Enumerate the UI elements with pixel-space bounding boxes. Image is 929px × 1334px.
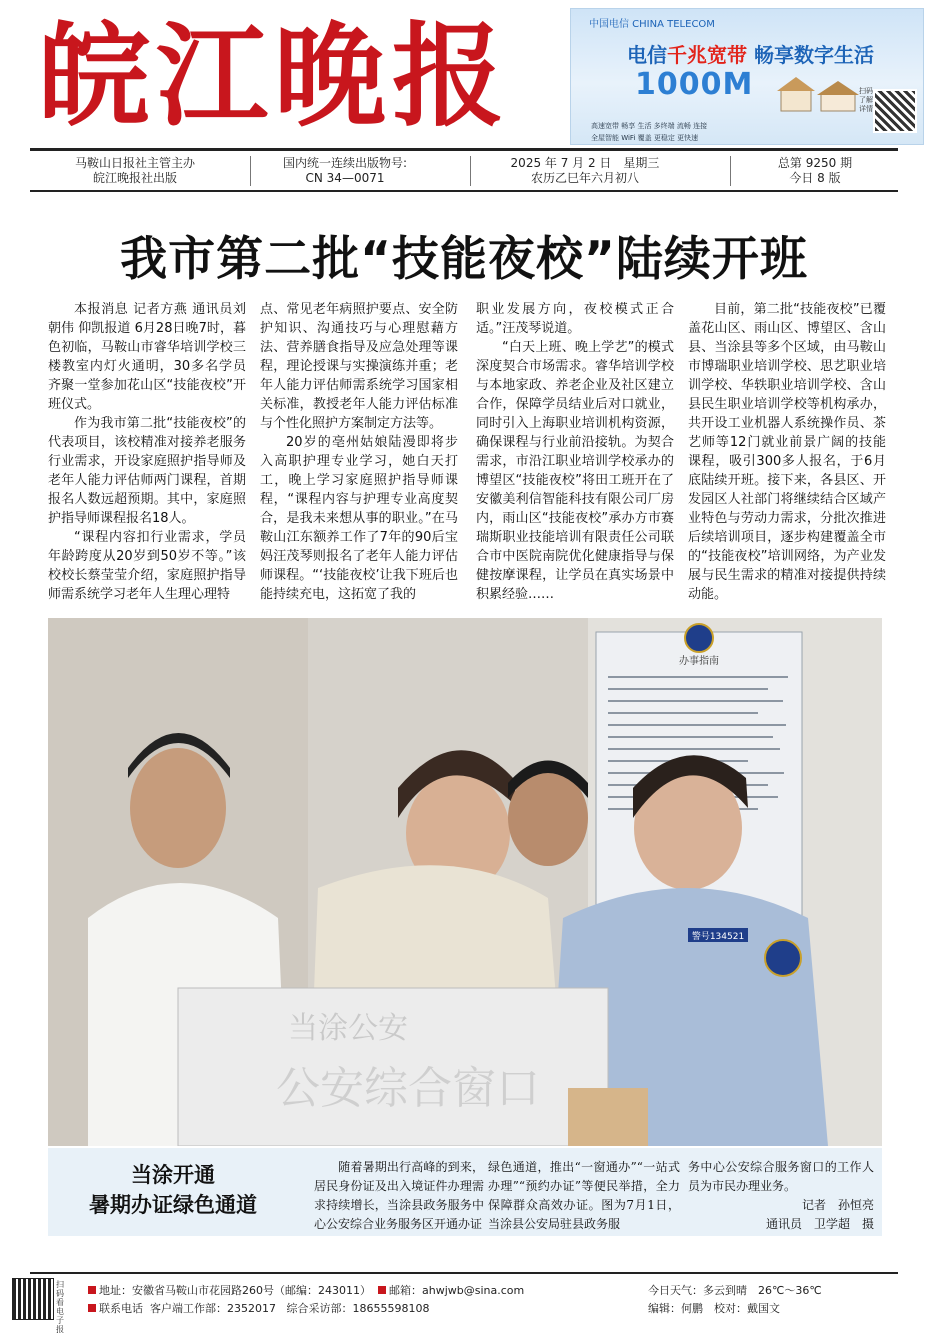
- paragraph: 目前，第二批“技能夜校”已覆盖花山区、雨山区、博望区、含山县、当涂县等多个区域，由马鞍山市博瑞职业培训学校、思艺职业培训学校、华轶职业培训学校、含山县民生职业培训学校等机构承办，共开设工业机器人系统操作员、茶艺师等12门就业前景广阔的技能课程，吸引300多人报名，于6月底陆续开班。接下来，各县区、开发园区人社部门将继续结合区域产业特色与劳动力需求，分批次推进后续培训项目，逐步构建覆盖全市的“技能夜校”培训网络，为产业发展与民生需求的精准对接提供持续动能。: [688, 302, 886, 602]
- wall-notice-title: 办事指南: [679, 656, 719, 667]
- masthead-title: 皖江晚报: [38, 11, 510, 142]
- paragraph: “课程内容扣行业需求，学员年龄跨度从20岁到50岁不等。”该校校长蔡莹莹介绍，家庭照护指导师需系统学习老年人生理心理特: [48, 530, 246, 602]
- info-divider: [730, 156, 731, 186]
- footer-address-row: [88, 1282, 524, 1300]
- paragraph: 作为我市第二批“技能夜校”的代表项目，该校精准对接养老服务行业需求，开设家庭照护指导师及老年人能力评估师两门课程，首期报名人数远超预期。其中，家庭照护指导师课程报名18人。: [48, 416, 246, 526]
- info-divider: [470, 156, 471, 186]
- caption-title: [58, 1160, 288, 1220]
- issue-info: [750, 156, 880, 186]
- ad-headline-part2: 千兆宽带: [667, 43, 747, 67]
- officer-badge-number: 警号134521: [691, 932, 745, 942]
- issue-date: 2025 年 7 月 2 日 星期三: [510, 156, 660, 170]
- info-divider: [250, 156, 251, 186]
- ad-line-2: 全屋智能 WiFi 覆盖 更稳定 更快速: [591, 134, 699, 142]
- counter-sign: 公安综合窗口: [276, 1063, 540, 1114]
- bullet-square-icon: [88, 1304, 96, 1312]
- article-column-2: [260, 300, 458, 604]
- caption-credit-photographer: 通讯员 卫学超 摄: [765, 1217, 874, 1231]
- paragraph: 职业发展方向，夜校模式正合适。”汪茂琴说道。: [476, 302, 674, 336]
- cn-number: CN 34—0071: [305, 171, 385, 185]
- caption-title-line1: 当涂开通: [131, 1163, 215, 1187]
- bullet-square-icon: [88, 1286, 96, 1294]
- publisher-line2: 皖江晚报社出版: [92, 171, 177, 185]
- serial-number-info: [260, 156, 430, 186]
- cn-label: 国内统一连续出版物号:: [282, 156, 408, 170]
- telecom-advertisement[interactable]: [570, 8, 924, 145]
- police-counter-scene-illustration: [48, 618, 882, 1146]
- news-photo[interactable]: [48, 618, 882, 1146]
- footer-qr-code-icon[interactable]: [12, 1278, 54, 1320]
- police-emblem-icon: [685, 624, 713, 652]
- info-bar: [30, 154, 898, 188]
- footer-editors: 编辑：何鹏 校对：戴国文: [648, 1302, 780, 1315]
- shoulder-badge-icon: [765, 940, 801, 976]
- issue-total: 总第 9250 期: [777, 156, 853, 170]
- caption-text: 随着暑期出行高峰的到来，居民身份证及出入境证件办理需求持续增长，当涂县政务服务中心公安综合业务服务区开通办证: [314, 1160, 484, 1231]
- ad-line-1: 高速宽带 畅享 生活 多终端 流畅 连接: [591, 122, 708, 130]
- caption-title-line2: 暑期办证绿色通道: [89, 1193, 257, 1217]
- article-headline[interactable]: 我市第二批“技能夜校”陆续开班: [120, 232, 808, 287]
- photo-caption: [48, 1148, 882, 1236]
- footer-weather: 今日天气：多云到晴 26℃～36℃: [648, 1284, 822, 1297]
- paragraph: 20岁的亳州姑娘陆漫即将步入高职护理专业学习，她白天打工，晚上学习家庭照护指导师课程，“课程内容与护理专业高度契合，是我未来想从事的职业。”在马鞍山江东额养工作了7年的90后宝妈汪茂琴则报名了老年人能力评估师课程。“‘技能夜校’让我下班后也能持续充电，这拓宽了我的: [260, 435, 458, 602]
- footer-address: 地址：安徽省马鞍山市花园路260号（邮编：243011）: [99, 1284, 371, 1297]
- ad-speed-text: 1000M: [635, 67, 754, 102]
- house-illustration-icon: [771, 75, 861, 115]
- footer-contact: [88, 1282, 524, 1318]
- paragraph: 本报消息 记者方燕 通讯员刘朝伟 仰凯报道 6月28日晚7时，暮色初临，马鞍山市睿华培训学校三楼教室内灯火通明，30多名学员齐聚一堂参加花山区“技能夜校”开班仪式。: [48, 302, 246, 412]
- publisher-line1: 马鞍山日报社主管主办: [74, 156, 195, 170]
- footer-meta: [648, 1282, 822, 1318]
- paragraph: 点、常见老年病照护要点、安全防护知识、沟通技巧与心理慰藉方法、营养膳食指导及应急处理等课程，理论授课与实操演练并重；老年人能力评估师需系统学习国家相关标准，教授老年人能力评估标准与个性化照护方案制定方法等。: [260, 302, 458, 431]
- caption-credit-reporter: 记者 孙恒亮: [801, 1198, 874, 1212]
- ad-qr-code-icon[interactable]: [873, 89, 917, 133]
- footer-phone-label: 联系电话: [99, 1302, 143, 1315]
- article-column-1: [48, 300, 246, 604]
- footer-email[interactable]: 邮箱：ahwjwb@sina.com: [389, 1284, 525, 1297]
- caption-column-2: [488, 1158, 680, 1234]
- footer-phone-client: 客户端工作部：2352017: [150, 1302, 276, 1315]
- article-column-4: [688, 300, 886, 604]
- masthead-rule-bottom: [30, 190, 898, 192]
- caption-column-3: [688, 1158, 874, 1234]
- ad-qr-label: 扫码了解详情: [859, 87, 873, 113]
- article-column-3: [476, 300, 674, 604]
- telecom-logo: 中国电信 CHINA TELECOM: [589, 19, 715, 30]
- footer-qr-label: 扫码看电子报: [56, 1280, 64, 1334]
- pages-today: 今日 8 版: [789, 171, 841, 185]
- ad-headline-part3: 畅享数字生活: [753, 43, 874, 67]
- caption-text: 务中心公安综合服务窗口的工作人员为市民办理业务。: [688, 1160, 874, 1193]
- footer-phone-row: [88, 1300, 524, 1318]
- caption-text: 绿色通道，推出“一窗通办”“一站式办理”“预约办证”等便民举措，全力保障群众高效办证。图为7月1日，当涂县公安局驻县政务服: [488, 1160, 680, 1231]
- counter-sign-top: 当涂公安: [288, 1011, 408, 1046]
- footer-phone-interview: 综合采访部：18655598108: [286, 1302, 430, 1315]
- ad-headline-part1: 电信: [627, 43, 667, 67]
- lunar-date: 农历乙巳年六月初八: [530, 171, 639, 185]
- masthead-rule-top: [30, 148, 898, 151]
- paragraph: “白天上班、晚上学艺”的模式深度契合市场需求。睿华培训学校与本地家政、养老企业及社区建立合作，保障学员结业后对口就业，同时引入上海职业培训机构资源，确保课程与行业前沿接轨。为契合需求，市沿江职业培训学校承办的博望区“技能夜校”将田工班开在了安徽美利信智能科技有限公司厂房内，雨山区“技能夜校”承办方市赛瑞斯职业技能培训有限责任公司联合市中医院南院优化健康指导与保健按摩课程，让学员在真实场景中积累经验……: [476, 340, 674, 602]
- ad-headline: [627, 39, 874, 68]
- date-info: [480, 156, 690, 186]
- publisher-info: [60, 156, 210, 186]
- bullet-square-icon: [378, 1286, 386, 1294]
- caption-column-1: [314, 1158, 484, 1234]
- footer-rule: [30, 1272, 898, 1274]
